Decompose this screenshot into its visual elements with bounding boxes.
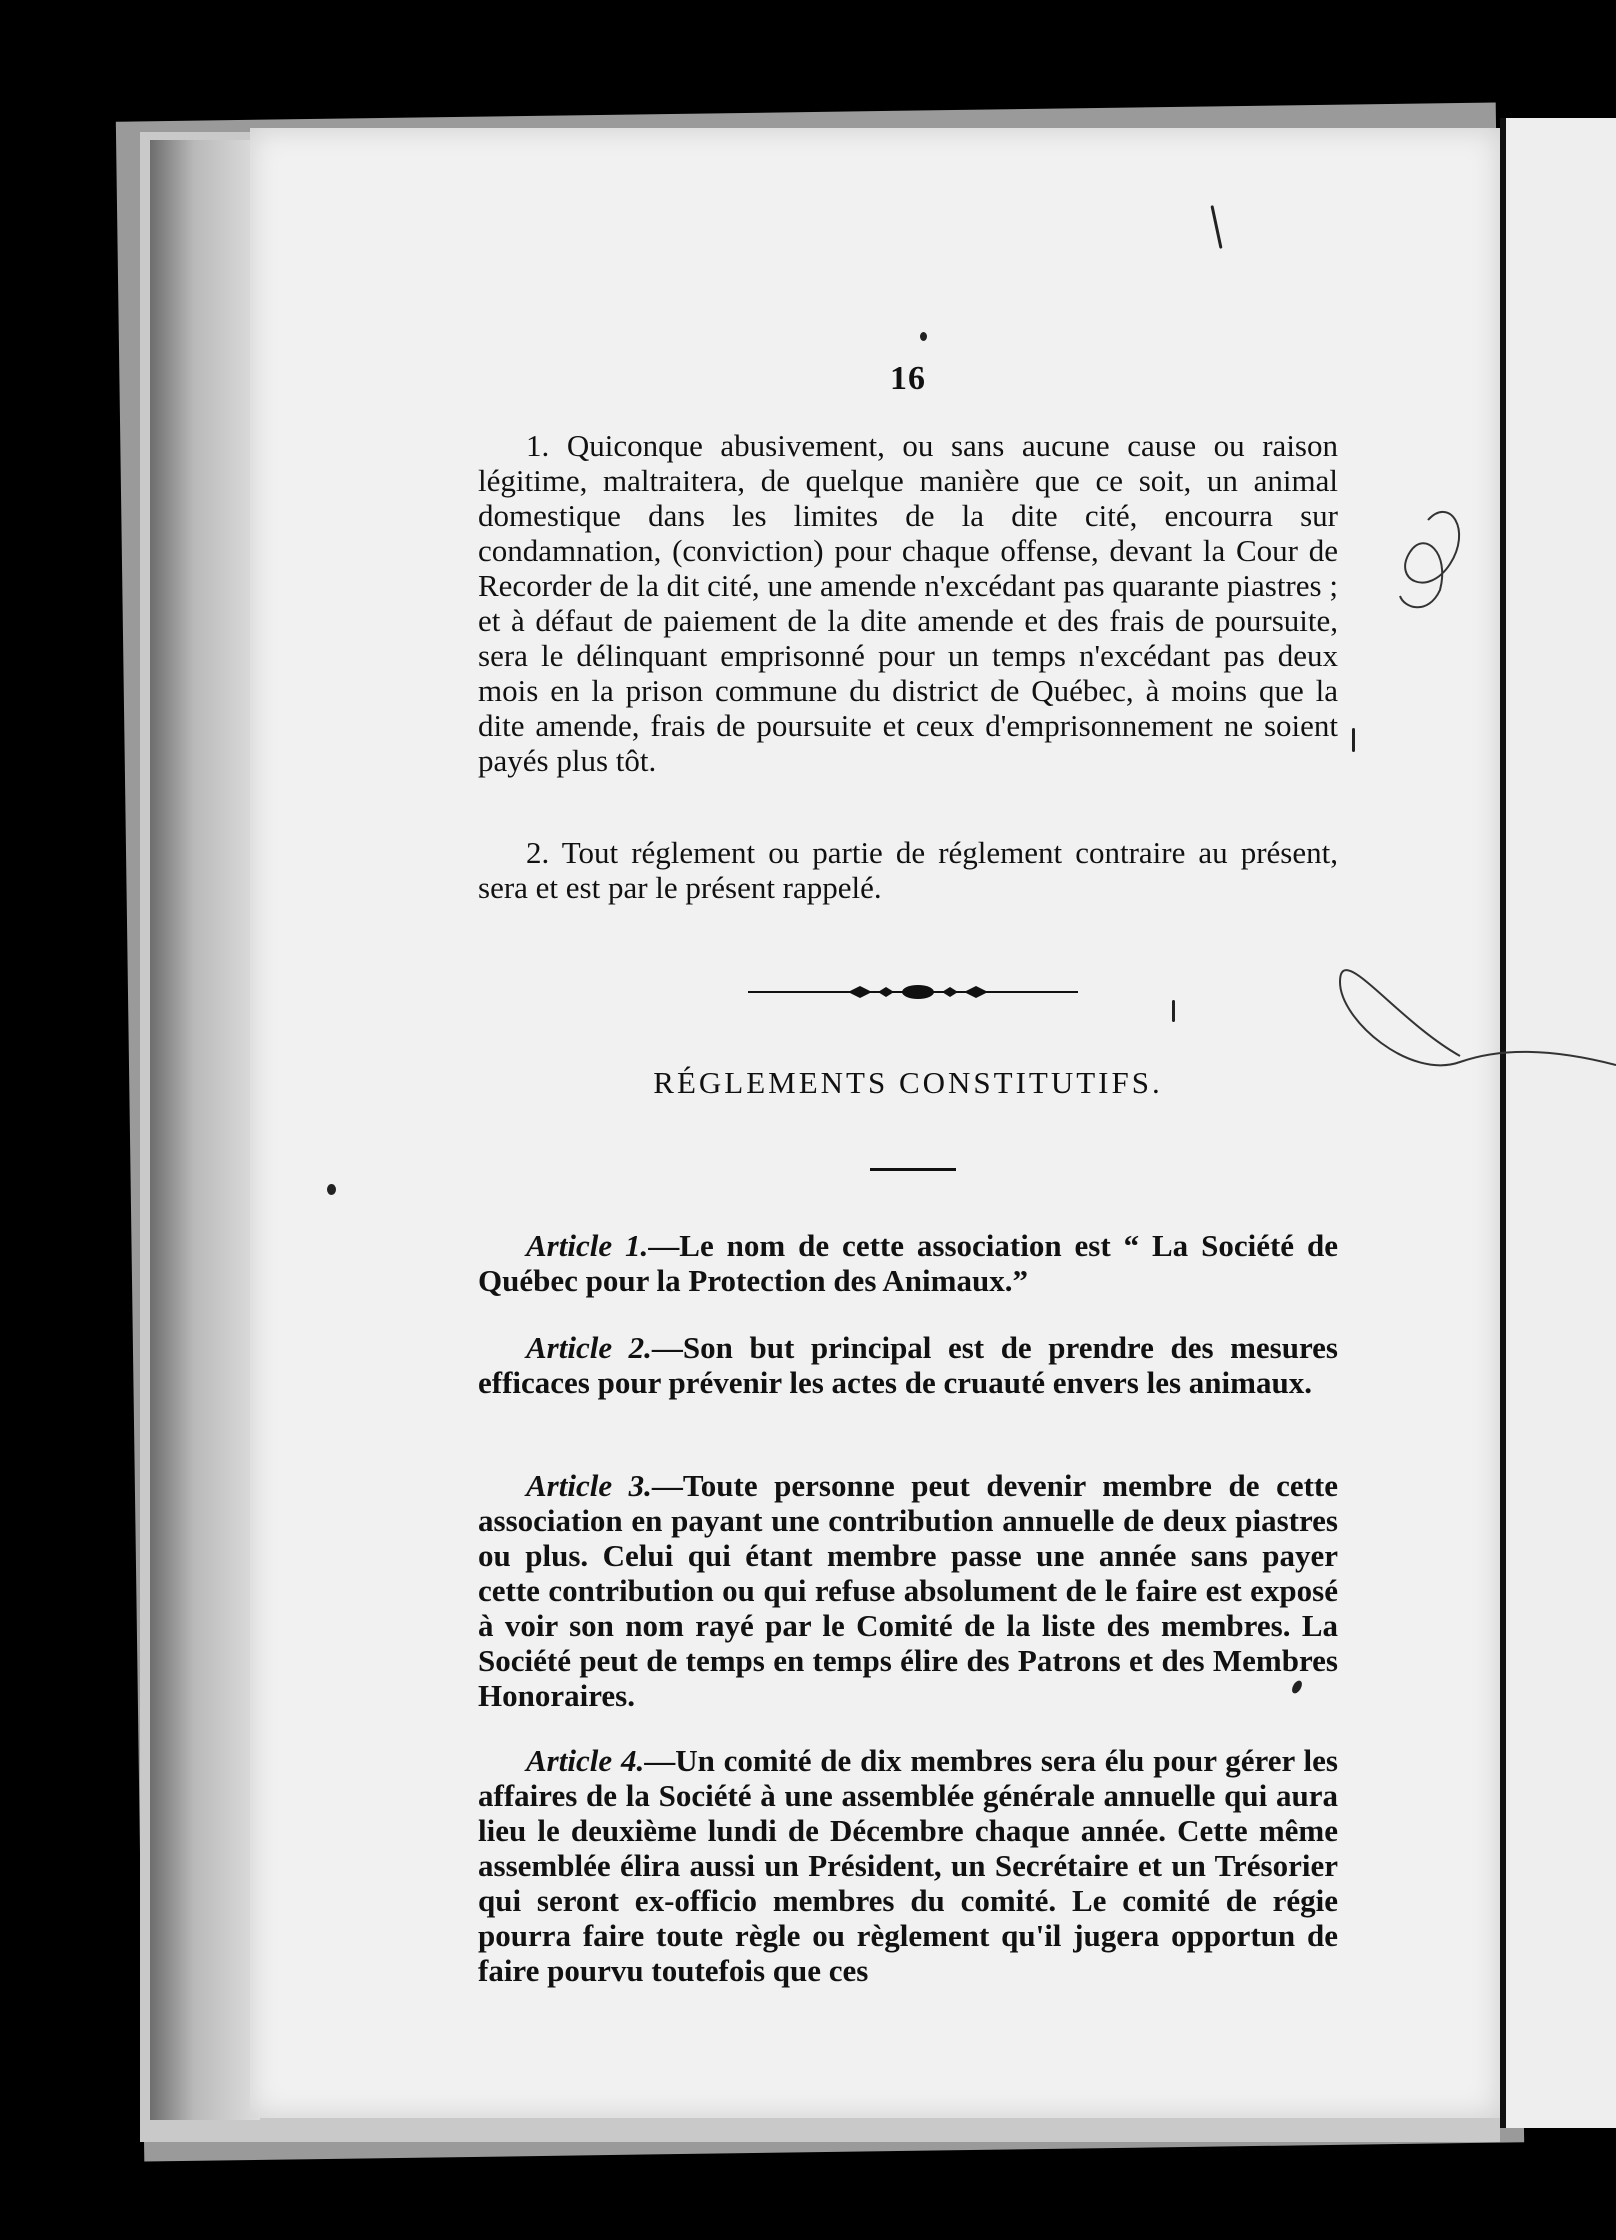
article-3	[478, 1468, 1338, 1713]
ornamental-divider	[748, 982, 1078, 1002]
page-number: 16	[890, 360, 926, 397]
article-3-text: —Toute personne peut devenir membre de cette association en payant une contribution annuelle de deux piastres ou plus. Celui qui étant membre passe une année sans payer cette contribution ou qui refuse absolument de le faire est exposé à voir son nom rayé par le Comité de la liste des membres. La Société peut de temps en temps élire des Patrons et des Membres Honoraires.	[478, 1468, 1338, 1713]
page-left-edge	[150, 140, 260, 2120]
article-4-label: Article 4.	[526, 1743, 645, 1778]
heading-rule	[870, 1168, 956, 1171]
paragraph-2: 2. Tout réglement ou partie de réglement contraire au présent, sera et est par le présent rappelé.	[478, 835, 1338, 905]
paragraph-1: 1. Quiconque abusivement, ou sans aucune cause ou raison légitime, maltraitera, de quelque manière que ce soit, un animal domestique dans les limites de la dite cité, encourra sur condamnation, (conviction) pour chaque offense, devant la Cour de Recorder de la dit cité, une amende n'excédant pas quarante piastres ; et à défaut de paiement de la dite amende et des frais de poursuite, sera le délinquant emprisonné pour un temps n'excédant pas deux mois en la prison commune du district de Québec, à moins que la dite amende, frais de poursuite et ceux d'emprisonnement ne soient payés plus tôt.	[478, 428, 1338, 778]
article-1-label: Article 1.	[526, 1228, 649, 1263]
scan-speck	[327, 1184, 336, 1195]
article-2-label: Article 2.	[526, 1330, 652, 1365]
scan-speck	[920, 332, 927, 341]
article-4-text: —Un comité de dix membres sera élu pour gérer les affaires de la Société à une assemblée générale annuelle qui aura lieu le deuxième lundi de Décembre chaque année. Cette même assemblée élira aussi un Président, un Secrétaire et un Trésorier qui seront ex-officio membres du comité. Le comité de régie pourra faire toute règle ou règlement qu'il jugera opportun de faire pourvu toutefois que ces	[478, 1743, 1338, 1988]
page-fold-line	[1500, 118, 1506, 2128]
article-1-text: —Le nom de cette association est “ La Société de Québec pour la Protection des Animaux.”	[478, 1228, 1338, 1298]
article-1	[478, 1228, 1338, 1298]
scan-speck	[1172, 1000, 1175, 1022]
article-4	[478, 1743, 1338, 1988]
article-2	[478, 1330, 1338, 1400]
article-2-text: —Son but principal est de prendre des mesures efficaces pour prévenir les actes de cruauté envers les animaux.	[478, 1330, 1338, 1400]
scan-speck	[1352, 728, 1355, 752]
article-3-label: Article 3.	[526, 1468, 652, 1503]
facing-page-strip	[1505, 118, 1616, 2128]
section-heading: RÉGLEMENTS CONSTITUTIFS.	[653, 1065, 1163, 1100]
